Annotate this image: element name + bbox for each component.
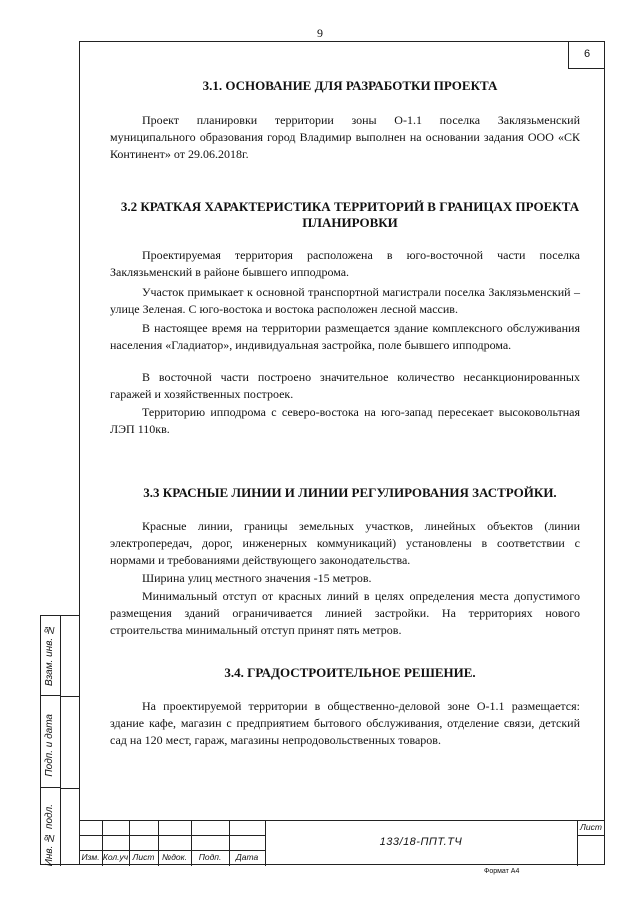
sheet-number: 6 [568, 41, 605, 69]
section-3-2-heading: 3.2 КРАТКАЯ ХАРАКТЕРИСТИКА ТЕРРИТОРИЙ В ГРАНИЦАХ ПРОЕКТА ПЛАНИРОВКИ [120, 199, 580, 230]
col-label-podp: Подп. [198, 852, 222, 862]
section-3-3-paragraph: Минимальный отступ от красных линий в целях определения места допустимого размещения зданий ограничивается линией застройки. На территориях нового строительства минимальный отступ принят пять метров. [110, 589, 580, 637]
col-label-data: Дата [235, 852, 259, 862]
section-3-2-paragraph: Проектируемая территория расположена в юго-восточной части поселка Заклязьменский в районе бывшего ипподрома. [110, 248, 580, 279]
format-label: Формат А4 [484, 868, 520, 875]
section-3-4-paragraph: На проектируемой территории в общественно-деловой зоне О-1.1 размещается: здание кафе, магазин с предприятием бытового обслуживания, отделение связи, детский сад на 120 мест, гараж, магазины непродовольственных товаров. [110, 699, 580, 747]
section-3-1-heading: 3.1. ОСНОВАНИЕ ДЛЯ РАЗРАБОТКИ ПРОЕКТА [202, 78, 498, 93]
title-block [79, 820, 605, 865]
section-3-1-paragraph: Проект планировки территории зоны О-1.1 поселка Заклязьменский муниципального образования город Владимир выполнен на основании задания ООО «СК Континент» от 29.06.2018г. [110, 113, 580, 161]
page-number: 9 [317, 26, 323, 40]
section-3-4-heading: 3.4. ГРАДОСТРОИТЕЛЬНОЕ РЕШЕНИЕ. [224, 665, 476, 680]
col-label-list: Лист [132, 852, 155, 862]
col-label-ndok: №док. [161, 852, 187, 862]
col-label-izm: Изм. [81, 852, 100, 862]
side-stamp-sign-date: Подп. и дата [44, 714, 55, 777]
section-3-3-paragraph: Красные линии, границы земельных участков, линейных объектов (линии электропередач, дорог, инженерных коммуникаций) установлены в соответствии с нормами и требованиями действующего законодательства. [110, 519, 580, 567]
section-3-2-paragraph: Участок примыкает к основной транспортной магистрали поселка Заклязьменский – улице Зеленая. С юго-востока и востока расположен лесной массив. [110, 285, 580, 316]
col-label-kol-uch: Кол.уч [102, 852, 129, 862]
side-stamp-inv-subst: Взам. инв. № [44, 624, 55, 687]
section-3-2-paragraph: В восточной части построено значительное количество несанкционированных гаражей и хозяйственных построек. [110, 370, 580, 401]
sheet-label: Лист [580, 822, 602, 832]
side-stamp [40, 615, 79, 865]
section-3-2-paragraph: В настоящее время на территории размещается здание комплексного обслуживания населения «Гладиатор», индивидуальная застройка, поле бывшего ипподрома. [110, 321, 580, 352]
document-code: 133/18-ППТ.ТЧ [379, 836, 463, 848]
side-stamp-inv-orig: Инв. № подл. [44, 804, 55, 867]
section-3-3-paragraph: Ширина улиц местного значения -15 метров. [142, 571, 372, 585]
section-3-3-heading: 3.3 КРАСНЫЕ ЛИНИИ И ЛИНИИ РЕГУЛИРОВАНИЯ ЗАСТРОЙКИ. [143, 485, 557, 500]
section-3-2-paragraph: Территорию ипподрома с северо-востока на юго-запад пересекает высоковольтная ЛЭП 110кв. [110, 405, 580, 436]
